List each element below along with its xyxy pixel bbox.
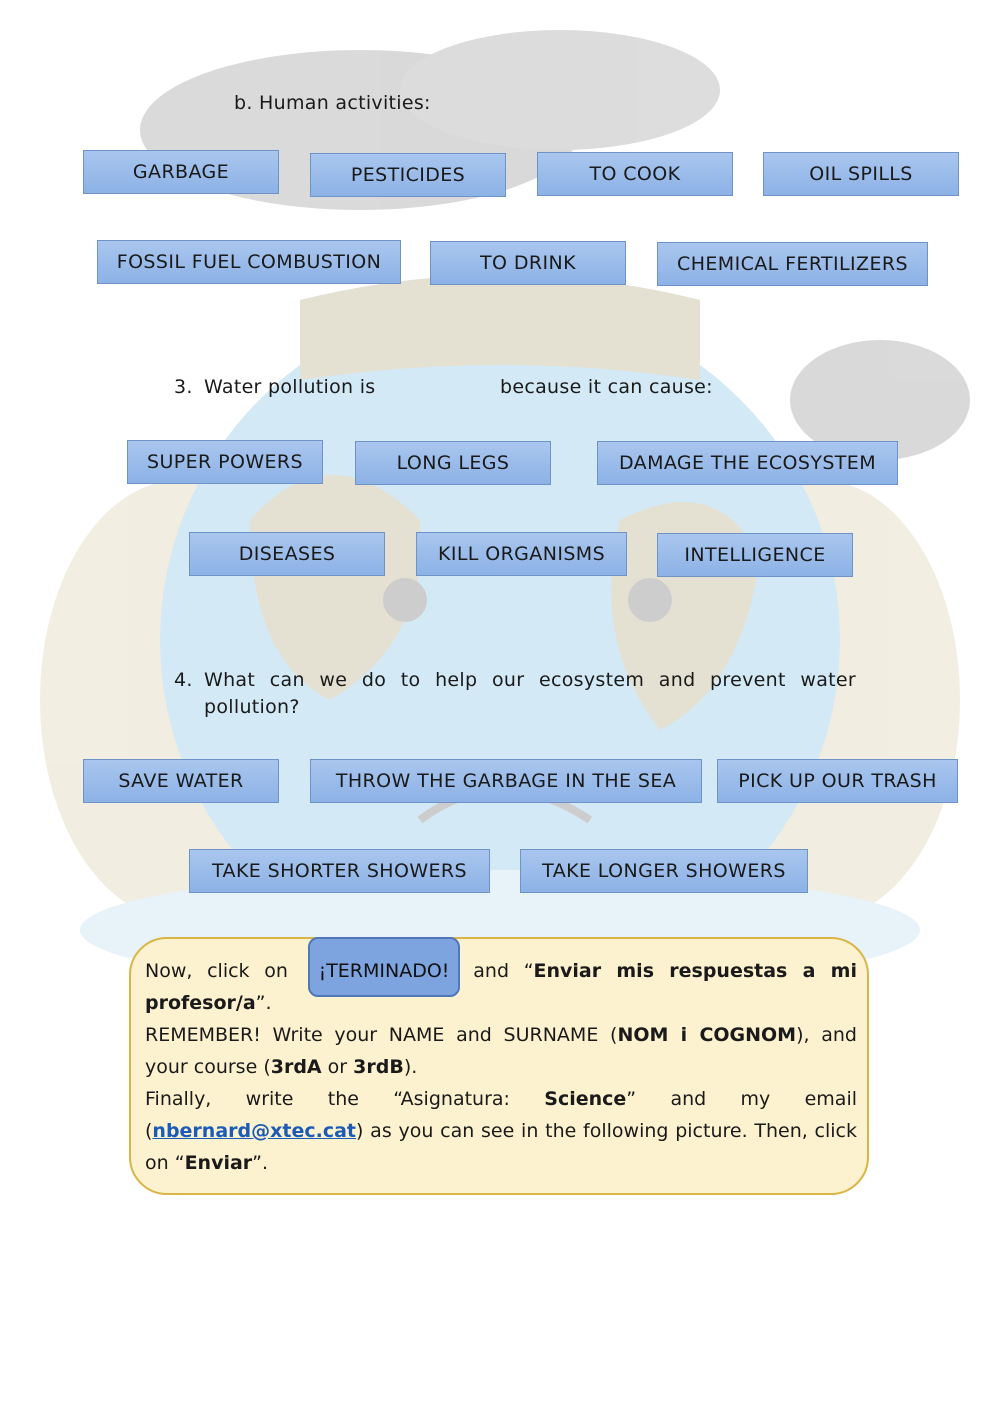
option-kill-organisms[interactable]: KILL ORGANISMS	[416, 532, 627, 576]
instructions-line-5	[145, 1083, 857, 1115]
instructions-note	[129, 937, 869, 1195]
option-fossil-fuel-combustion[interactable]: FOSSIL FUEL COMBUSTION	[97, 240, 401, 284]
instructions-l3-a: REMEMBER! Write your NAME and SURNAME (	[145, 1024, 618, 1046]
option-super-powers[interactable]: SUPER POWERS	[127, 440, 323, 484]
section-b-label: b. Human activities:	[234, 92, 431, 114]
instructions-line-7	[145, 1147, 857, 1179]
question-3-text-before: Water pollution is	[204, 376, 376, 398]
instructions-l2-end: ”.	[255, 992, 272, 1014]
instructions-l4-or: or	[321, 1056, 354, 1078]
instructions-l1-b: and “	[473, 960, 534, 982]
instructions-l5-a: Finally, write the “Asignatura:	[145, 1088, 545, 1110]
instructions-l5-b: ” and my email	[626, 1088, 858, 1110]
question-3-drop-gap[interactable]	[388, 373, 493, 403]
instructions-l4-a: your course (	[145, 1056, 271, 1078]
instructions-l7-bold: Enviar	[184, 1152, 253, 1174]
option-to-cook[interactable]: TO COOK	[537, 152, 733, 196]
instructions-l2-bold: profesor/a	[145, 992, 256, 1014]
option-intelligence[interactable]: INTELLIGENCE	[657, 533, 853, 577]
option-take-shorter-showers[interactable]: TAKE SHORTER SHOWERS	[189, 849, 490, 893]
question-4-number: 4.	[174, 669, 193, 691]
question-4-line-1: What can we do to help our ecosystem and prevent water	[204, 669, 856, 691]
instructions-l1-bold: Enviar mis respuestas a mi	[533, 960, 857, 982]
option-pick-up-our-trash[interactable]: PICK UP OUR TRASH	[717, 759, 958, 803]
instructions-l7-a: on “	[145, 1152, 185, 1174]
question-3-number: 3.	[174, 376, 193, 398]
email-link[interactable]: nbernard@xtec.cat	[152, 1120, 356, 1142]
option-oil-spills[interactable]: OIL SPILLS	[763, 152, 959, 196]
question-3-text-after: because it can cause:	[500, 376, 713, 398]
option-save-water[interactable]: SAVE WATER	[83, 759, 279, 803]
instructions-l4-bold-1: 3rdA	[270, 1056, 322, 1078]
instructions-line-1	[145, 955, 857, 987]
instructions-l5-bold: Science	[544, 1088, 627, 1110]
instructions-l3-bold: NOM i COGNOM	[617, 1024, 797, 1046]
terminado-button[interactable]: ¡TERMINADO!	[308, 937, 460, 997]
option-damage-the-ecosystem[interactable]: DAMAGE THE ECOSYSTEM	[597, 441, 898, 485]
option-garbage[interactable]: GARBAGE	[83, 150, 279, 194]
instructions-line-6	[145, 1115, 857, 1147]
option-long-legs[interactable]: LONG LEGS	[355, 441, 551, 485]
instructions-l6-rest: as you can see in the following picture. Then, click	[363, 1120, 857, 1142]
instructions-line-4	[145, 1051, 857, 1083]
instructions-l6-open: (	[145, 1120, 153, 1142]
option-throw-garbage-in-sea[interactable]: THROW THE GARBAGE IN THE SEA	[310, 759, 702, 803]
instructions-l4-end: ).	[403, 1056, 418, 1078]
instructions-l1-a: Now, click on	[145, 960, 288, 982]
option-diseases[interactable]: DISEASES	[189, 532, 385, 576]
option-to-drink[interactable]: TO DRINK	[430, 241, 626, 285]
instructions-l4-bold-2: 3rdB	[353, 1056, 404, 1078]
option-take-longer-showers[interactable]: TAKE LONGER SHOWERS	[520, 849, 808, 893]
option-chemical-fertilizers[interactable]: CHEMICAL FERTILIZERS	[657, 242, 928, 286]
instructions-l3-b: ), and	[796, 1024, 857, 1046]
instructions-l7-end: ”.	[252, 1152, 269, 1174]
instructions-line-3	[145, 1019, 857, 1051]
instructions-line-2	[145, 987, 857, 1019]
question-4-line-2: pollution?	[204, 696, 300, 718]
option-pesticides[interactable]: PESTICIDES	[310, 153, 506, 197]
instructions-l6-close: )	[356, 1120, 364, 1142]
